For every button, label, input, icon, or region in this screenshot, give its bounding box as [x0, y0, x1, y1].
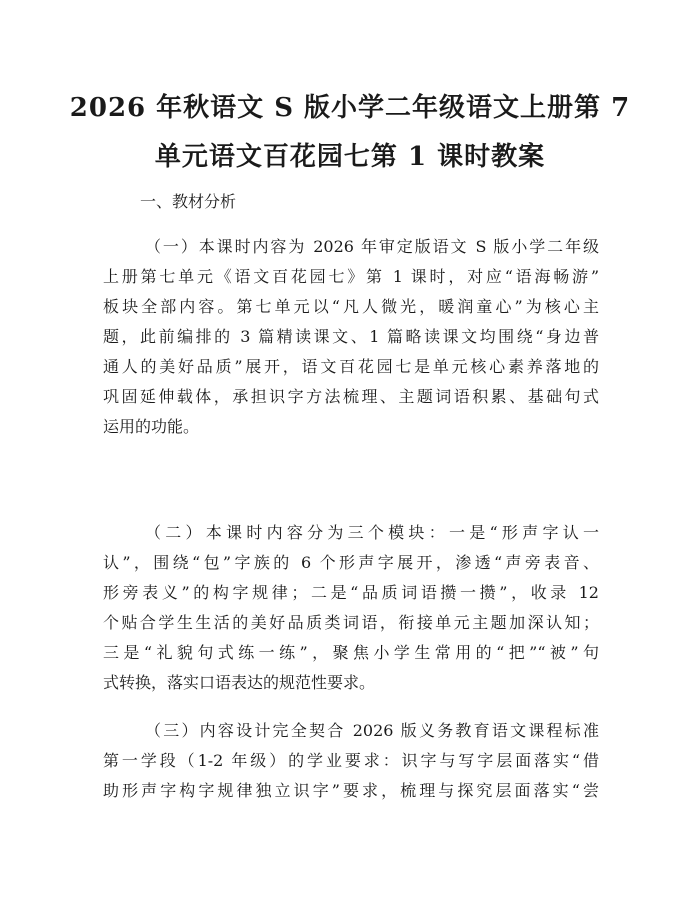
paragraph-line: 巩固延伸载体，承担识字方法梳理、主题词语积累、基础句式 [103, 387, 599, 406]
paragraph-line: 上册第七单元《语文百花园七》第 1 课时，对应“语海畅游” [103, 267, 599, 286]
paragraph-line: 式转换，落实口语表达的规范性要求。 [103, 673, 376, 692]
paragraph-line: （二）本课时内容分为三个模块：一是“形声字认一 [145, 523, 599, 542]
document-title-line-2: 单元语文百花园七第 1 课时教案 [154, 142, 546, 172]
paragraph-2 [103, 518, 599, 698]
paragraph-line: 第一学段（1-2 年级）的学业要求：识字与写字层面落实“借 [103, 751, 599, 770]
paragraph-line: 通人的美好品质”展开，语文百花园七是单元核心素养落地的 [103, 357, 599, 376]
paragraph-line: 助形声字构字规律独立识字”要求，梳理与探究层面落实“尝 [103, 781, 599, 800]
paragraph-3 [103, 716, 599, 806]
paragraph-1 [103, 232, 599, 442]
paragraph-line: （一）本课时内容为 2026 年审定版语文 S 版小学二年级 [145, 237, 599, 256]
document-title-line-1: 2026 年秋语文 S 版小学二年级语文上册第 7 [69, 93, 631, 123]
paragraph-line: 形旁表义”的构字规律；二是“品质词语攒一攒”，收录 12 [103, 583, 599, 602]
paragraph-line: 运用的功能。 [103, 417, 200, 436]
paragraph-line: 题，此前编排的 3 篇精读课文、1 篇略读课文均围绕“身边普 [103, 327, 599, 346]
section-heading: 一、教材分析 [140, 192, 237, 211]
paragraph-line: 三是“礼貌句式练一练”，聚焦小学生常用的“把”“被”句 [103, 643, 599, 662]
paragraph-line: 板块全部内容。第七单元以“凡人微光，暖润童心”为核心主 [103, 297, 599, 316]
paragraph-line: （三）内容设计完全契合 2026 版义务教育语文课程标准 [145, 721, 599, 740]
paragraph-line: 个贴合学生生活的美好品质类词语，衔接单元主题加深认知； [103, 613, 599, 632]
paragraph-line: 认”，围绕“包”字族的 6 个形声字展开，渗透“声旁表音、 [103, 553, 599, 572]
